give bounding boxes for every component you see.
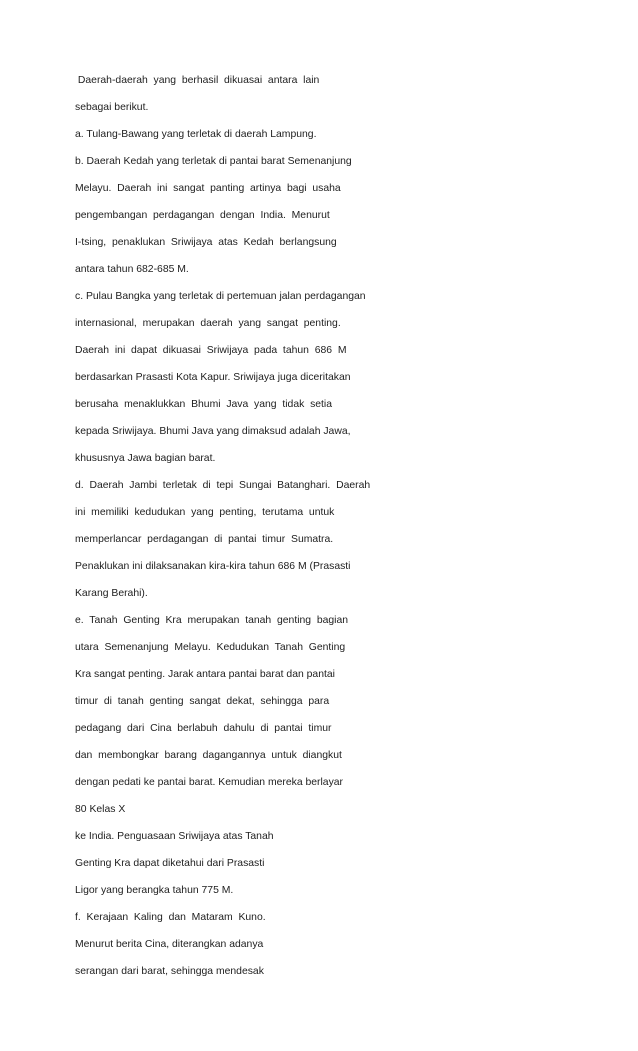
text-line: Kra sangat penting. Jarak antara pantai barat dan pantai — [75, 669, 335, 680]
text-line: Daerah-daerah yang berhasil dikuasai antara lain — [75, 75, 320, 86]
text-line: pedagang dari Cina berlabuh dahulu di pantai timur — [75, 723, 332, 734]
text-line: Menurut berita Cina, diterangkan adanya — [75, 939, 264, 950]
text-line: berdasarkan Prasasti Kota Kapur. Sriwijaya juga diceritakan — [75, 372, 351, 383]
text-line: khususnya Jawa bagian barat. — [75, 453, 216, 464]
text-line: b. Daerah Kedah yang terletak di pantai barat Semenanjung — [75, 156, 352, 167]
text-line: Karang Berahi). — [75, 588, 148, 599]
text-line: c. Pulau Bangka yang terletak di pertemuan jalan perdagangan — [75, 291, 366, 302]
text-line: a. Tulang-Bawang yang terletak di daerah Lampung. — [75, 129, 317, 140]
text-line: serangan dari barat, sehingga mendesak — [75, 966, 264, 977]
page-footer: 80 Kelas X — [75, 804, 126, 815]
text-line: Penaklukan ini dilaksanakan kira-kira tahun 686 M (Prasasti — [75, 561, 351, 572]
text-line: timur di tanah genting sangat dekat, sehingga para — [75, 696, 330, 707]
text-line: dan membongkar barang dagangannya untuk diangkut — [75, 750, 342, 761]
text-line: e. Tanah Genting Kra merupakan tanah genting bagian — [75, 615, 349, 626]
text-line: utara Semenanjung Melayu. Kedudukan Tanah Genting — [75, 642, 346, 653]
text-line: pengembangan perdagangan dengan India. Menurut — [75, 210, 330, 221]
text-line: Ligor yang berangka tahun 775 M. — [75, 885, 234, 896]
text-line: Genting Kra dapat diketahui dari Prasasti — [75, 858, 265, 869]
text-line: I-tsing, penaklukan Sriwijaya atas Kedah berlangsung — [75, 237, 337, 248]
text-line: ini memiliki kedudukan yang penting, terutama untuk — [75, 507, 335, 518]
text-line: sebagai berikut. — [75, 102, 149, 113]
text-line: memperlancar perdagangan di pantai timur Sumatra. — [75, 534, 334, 545]
text-line: ke India. Penguasaan Sriwijaya atas Tanah — [75, 831, 274, 842]
text-line: berusaha menaklukkan Bhumi Java yang tidak setia — [75, 399, 333, 410]
text-line: internasional, merupakan daerah yang sangat penting. — [75, 318, 341, 329]
text-line: Melayu. Daerah ini sangat panting artinya bagi usaha — [75, 183, 341, 194]
text-line: dengan pedati ke pantai barat. Kemudian mereka berlayar — [75, 777, 344, 788]
text-line: d. Daerah Jambi terletak di tepi Sungai Batanghari. Daerah — [75, 480, 371, 491]
text-line: antara tahun 682-685 M. — [75, 264, 189, 275]
text-line: kepada Sriwijaya. Bhumi Java yang dimaksud adalah Jawa, — [75, 426, 351, 437]
text-line: f. Kerajaan Kaling dan Mataram Kuno. — [75, 912, 266, 923]
text-line: Daerah ini dapat dikuasai Sriwijaya pada tahun 686 M — [75, 345, 347, 356]
